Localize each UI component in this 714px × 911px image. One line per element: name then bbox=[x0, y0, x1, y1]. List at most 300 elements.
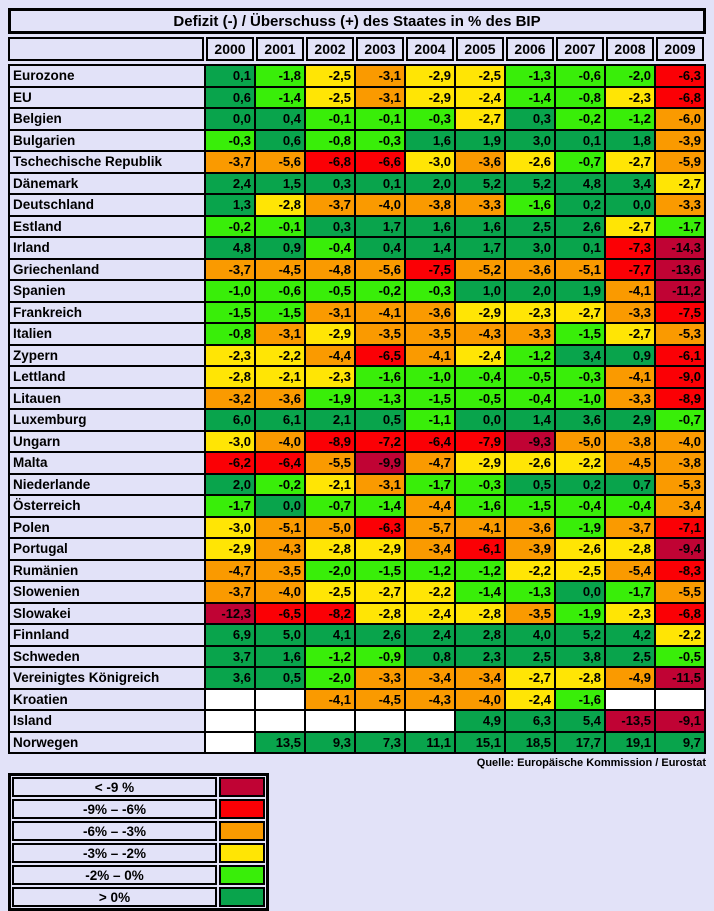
year-header-row bbox=[8, 37, 706, 61]
value-cell-irland-2004: 1,4 bbox=[406, 238, 454, 258]
value-cell-polen-2004: -5,7 bbox=[406, 518, 454, 538]
value-cell-luxemburg-2001: 6,1 bbox=[256, 410, 304, 430]
value-cell-belgien-2008: -1,2 bbox=[606, 109, 654, 129]
value-cell-niederlande-2001: -0,2 bbox=[256, 475, 304, 495]
country-cell-niederlande: Niederlande bbox=[10, 475, 204, 495]
value-cell-bulgarien-2006: 3,0 bbox=[506, 131, 554, 151]
country-cell-finnland: Finnland bbox=[10, 625, 204, 645]
legend-swatch-3-2 bbox=[219, 843, 265, 863]
value-cell-malta-2000: -6,2 bbox=[206, 453, 254, 473]
value-cell-spanien-2000: -1,0 bbox=[206, 281, 254, 301]
country-cell-luxemburg: Luxemburg bbox=[10, 410, 204, 430]
value-cell-tschechische-republik-2007: -0,7 bbox=[556, 152, 604, 172]
legend-label-2-0: -2% – 0% bbox=[12, 865, 217, 885]
value-cell-kroatien-2002: -4,1 bbox=[306, 690, 354, 710]
value-cell-belgien-2006: 0,3 bbox=[506, 109, 554, 129]
value-cell-portugal-2003: -2,9 bbox=[356, 539, 404, 559]
country-cell-schweden: Schweden bbox=[10, 647, 204, 667]
value-cell-portugal-2009: -9,4 bbox=[656, 539, 704, 559]
value-cell-griechenland-2000: -3,7 bbox=[206, 260, 254, 280]
value-cell-malta-2008: -4,5 bbox=[606, 453, 654, 473]
value-cell-belgien-2002: -0,1 bbox=[306, 109, 354, 129]
value-cell-estland-2005: 1,6 bbox=[456, 217, 504, 237]
value-cell-spanien-2007: 1,9 bbox=[556, 281, 604, 301]
country-cell-portugal: Portugal bbox=[10, 539, 204, 559]
value-cell-malta-2004: -4,7 bbox=[406, 453, 454, 473]
value-cell-eu-2004: -2,9 bbox=[406, 88, 454, 108]
value-cell-rum-nien-2005: -1,2 bbox=[456, 561, 504, 581]
value-cell-belgien-2007: -0,2 bbox=[556, 109, 604, 129]
value-cell-sterreich-2001: 0,0 bbox=[256, 496, 304, 516]
blank-cell-island-2004 bbox=[406, 711, 454, 731]
value-cell-portugal-2008: -2,8 bbox=[606, 539, 654, 559]
value-cell-frankreich-2005: -2,9 bbox=[456, 303, 504, 323]
value-cell-schweden-2006: 2,5 bbox=[506, 647, 554, 667]
value-cell-estland-2003: 1,7 bbox=[356, 217, 404, 237]
value-cell-niederlande-2009: -5,3 bbox=[656, 475, 704, 495]
value-cell-vereinigtes-k-nigreich-2008: -4,9 bbox=[606, 668, 654, 688]
country-cell-d-nemark: Dänemark bbox=[10, 174, 204, 194]
value-cell-belgien-2009: -6,0 bbox=[656, 109, 704, 129]
blank-cell-kroatien-2009 bbox=[656, 690, 704, 710]
value-cell-deutschland-2008: 0,0 bbox=[606, 195, 654, 215]
value-cell-estland-2004: 1,6 bbox=[406, 217, 454, 237]
country-cell-eurozone: Eurozone bbox=[10, 66, 204, 86]
country-cell-tschechische-republik: Tschechische Republik bbox=[10, 152, 204, 172]
country-cell-litauen: Litauen bbox=[10, 389, 204, 409]
value-cell-irland-2000: 4,8 bbox=[206, 238, 254, 258]
value-cell-lettland-2000: -2,8 bbox=[206, 367, 254, 387]
value-cell-finnland-2006: 4,0 bbox=[506, 625, 554, 645]
value-cell-vereinigtes-k-nigreich-2003: -3,3 bbox=[356, 668, 404, 688]
value-cell-eu-2006: -1,4 bbox=[506, 88, 554, 108]
value-cell-bulgarien-2004: 1,6 bbox=[406, 131, 454, 151]
value-cell-vereinigtes-k-nigreich-2007: -2,8 bbox=[556, 668, 604, 688]
value-cell-d-nemark-2004: 2,0 bbox=[406, 174, 454, 194]
value-cell-eurozone-2007: -0,6 bbox=[556, 66, 604, 86]
value-cell-polen-2009: -7,1 bbox=[656, 518, 704, 538]
value-cell-eurozone-2001: -1,8 bbox=[256, 66, 304, 86]
value-cell-zypern-2005: -2,4 bbox=[456, 346, 504, 366]
value-cell-frankreich-2008: -3,3 bbox=[606, 303, 654, 323]
value-cell-deutschland-2007: 0,2 bbox=[556, 195, 604, 215]
value-cell-slowakei-2009: -6,8 bbox=[656, 604, 704, 624]
value-cell-spanien-2009: -11,2 bbox=[656, 281, 704, 301]
year-header-2008: 2008 bbox=[606, 37, 654, 61]
value-cell-kroatien-2005: -4,0 bbox=[456, 690, 504, 710]
value-cell-finnland-2002: 4,1 bbox=[306, 625, 354, 645]
value-cell-luxemburg-2007: 3,6 bbox=[556, 410, 604, 430]
value-cell-italien-2005: -4,3 bbox=[456, 324, 504, 344]
blank-cell-island-2002 bbox=[306, 711, 354, 731]
value-cell-kroatien-2006: -2,4 bbox=[506, 690, 554, 710]
value-cell-luxemburg-2008: 2,9 bbox=[606, 410, 654, 430]
value-cell-polen-2006: -3,6 bbox=[506, 518, 554, 538]
country-cell-lettland: Lettland bbox=[10, 367, 204, 387]
value-cell-lettland-2004: -1,0 bbox=[406, 367, 454, 387]
value-cell-eurozone-2002: -2,5 bbox=[306, 66, 354, 86]
value-cell-slowenien-2005: -1,4 bbox=[456, 582, 504, 602]
value-cell-ungarn-2007: -5,0 bbox=[556, 432, 604, 452]
value-cell-finnland-2000: 6,9 bbox=[206, 625, 254, 645]
legend-swatch-0 bbox=[219, 887, 265, 907]
value-cell-slowakei-2004: -2,4 bbox=[406, 604, 454, 624]
country-cell-island: Island bbox=[10, 711, 204, 731]
value-cell-eu-2001: -1,4 bbox=[256, 88, 304, 108]
value-cell-lettland-2008: -4,1 bbox=[606, 367, 654, 387]
value-cell-slowenien-2006: -1,3 bbox=[506, 582, 554, 602]
value-cell-eu-2000: 0,6 bbox=[206, 88, 254, 108]
value-cell-slowenien-2009: -5,5 bbox=[656, 582, 704, 602]
value-cell-schweden-2007: 3,8 bbox=[556, 647, 604, 667]
value-cell-deutschland-2005: -3,3 bbox=[456, 195, 504, 215]
value-cell-deutschland-2004: -3,8 bbox=[406, 195, 454, 215]
year-header-2007: 2007 bbox=[556, 37, 604, 61]
value-cell-spanien-2003: -0,2 bbox=[356, 281, 404, 301]
value-cell-eurozone-2000: 0,1 bbox=[206, 66, 254, 86]
blank-cell-kroatien-2001 bbox=[256, 690, 304, 710]
value-cell-polen-2007: -1,9 bbox=[556, 518, 604, 538]
value-cell-deutschland-2000: 1,3 bbox=[206, 195, 254, 215]
value-cell-rum-nien-2009: -8,3 bbox=[656, 561, 704, 581]
value-cell-vereinigtes-k-nigreich-2005: -3,4 bbox=[456, 668, 504, 688]
year-header-2002: 2002 bbox=[306, 37, 354, 61]
value-cell-eu-2009: -6,8 bbox=[656, 88, 704, 108]
blank-cell-island-2000 bbox=[206, 711, 254, 731]
value-cell-tschechische-republik-2000: -3,7 bbox=[206, 152, 254, 172]
value-cell-island-2006: 6,3 bbox=[506, 711, 554, 731]
value-cell-slowakei-2000: -12,3 bbox=[206, 604, 254, 624]
value-cell-litauen-2006: -0,4 bbox=[506, 389, 554, 409]
country-cell-slowenien: Slowenien bbox=[10, 582, 204, 602]
value-cell-italien-2008: -2,7 bbox=[606, 324, 654, 344]
value-cell-estland-2002: 0,3 bbox=[306, 217, 354, 237]
value-cell-niederlande-2003: -3,1 bbox=[356, 475, 404, 495]
value-cell-italien-2006: -3,3 bbox=[506, 324, 554, 344]
value-cell-italien-2004: -3,5 bbox=[406, 324, 454, 344]
value-cell-belgien-2000: 0,0 bbox=[206, 109, 254, 129]
value-cell-zypern-2007: 3,4 bbox=[556, 346, 604, 366]
value-cell-vereinigtes-k-nigreich-2006: -2,7 bbox=[506, 668, 554, 688]
year-header-2006: 2006 bbox=[506, 37, 554, 61]
value-cell-kroatien-2004: -4,3 bbox=[406, 690, 454, 710]
value-cell-slowenien-2008: -1,7 bbox=[606, 582, 654, 602]
value-cell-island-2005: 4,9 bbox=[456, 711, 504, 731]
value-cell-ungarn-2004: -6,4 bbox=[406, 432, 454, 452]
blank-cell-island-2003 bbox=[356, 711, 404, 731]
value-cell-eurozone-2006: -1,3 bbox=[506, 66, 554, 86]
value-cell-litauen-2008: -3,3 bbox=[606, 389, 654, 409]
value-cell-eurozone-2005: -2,5 bbox=[456, 66, 504, 86]
value-cell-slowakei-2008: -2,3 bbox=[606, 604, 654, 624]
value-cell-belgien-2003: -0,1 bbox=[356, 109, 404, 129]
value-cell-belgien-2001: 0,4 bbox=[256, 109, 304, 129]
value-cell-eu-2002: -2,5 bbox=[306, 88, 354, 108]
blank-cell-kroatien-2000 bbox=[206, 690, 254, 710]
value-cell-belgien-2005: -2,7 bbox=[456, 109, 504, 129]
value-cell-norwegen-2004: 11,1 bbox=[406, 733, 454, 753]
value-cell-irland-2001: 0,9 bbox=[256, 238, 304, 258]
country-cell-polen: Polen bbox=[10, 518, 204, 538]
value-cell-sterreich-2008: -0,4 bbox=[606, 496, 654, 516]
value-cell-sterreich-2004: -4,4 bbox=[406, 496, 454, 516]
value-cell-bulgarien-2003: -0,3 bbox=[356, 131, 404, 151]
value-cell-eurozone-2008: -2,0 bbox=[606, 66, 654, 86]
value-cell-malta-2007: -2,2 bbox=[556, 453, 604, 473]
value-cell-deutschland-2009: -3,3 bbox=[656, 195, 704, 215]
value-cell-schweden-2005: 2,3 bbox=[456, 647, 504, 667]
value-cell-italien-2009: -5,3 bbox=[656, 324, 704, 344]
value-cell-griechenland-2003: -5,6 bbox=[356, 260, 404, 280]
value-cell-lettland-2006: -0,5 bbox=[506, 367, 554, 387]
value-cell-frankreich-2007: -2,7 bbox=[556, 303, 604, 323]
value-cell-eurozone-2004: -2,9 bbox=[406, 66, 454, 86]
value-cell-estland-2000: -0,2 bbox=[206, 217, 254, 237]
value-cell-tschechische-republik-2006: -2,6 bbox=[506, 152, 554, 172]
value-cell-norwegen-2003: 7,3 bbox=[356, 733, 404, 753]
value-cell-niederlande-2008: 0,7 bbox=[606, 475, 654, 495]
country-cell-rum-nien: Rumänien bbox=[10, 561, 204, 581]
value-cell-eu-2007: -0,8 bbox=[556, 88, 604, 108]
value-cell-bulgarien-2002: -0,8 bbox=[306, 131, 354, 151]
country-cell-estland: Estland bbox=[10, 217, 204, 237]
legend-swatch-2-0 bbox=[219, 865, 265, 885]
legend-label-0: > 0% bbox=[12, 887, 217, 907]
value-cell-polen-2000: -3,0 bbox=[206, 518, 254, 538]
value-cell-slowakei-2003: -2,8 bbox=[356, 604, 404, 624]
value-cell-norwegen-2001: 13,5 bbox=[256, 733, 304, 753]
value-cell-eu-2005: -2,4 bbox=[456, 88, 504, 108]
value-cell-tschechische-republik-2005: -3,6 bbox=[456, 152, 504, 172]
value-cell-rum-nien-2001: -3,5 bbox=[256, 561, 304, 581]
value-cell-niederlande-2000: 2,0 bbox=[206, 475, 254, 495]
value-cell-bulgarien-2000: -0,3 bbox=[206, 131, 254, 151]
value-cell-zypern-2000: -2,3 bbox=[206, 346, 254, 366]
value-cell-norwegen-2002: 9,3 bbox=[306, 733, 354, 753]
value-cell-tschechische-republik-2002: -6,8 bbox=[306, 152, 354, 172]
value-cell-slowakei-2006: -3,5 bbox=[506, 604, 554, 624]
value-cell-rum-nien-2002: -2,0 bbox=[306, 561, 354, 581]
value-cell-zypern-2004: -4,1 bbox=[406, 346, 454, 366]
value-cell-bulgarien-2005: 1,9 bbox=[456, 131, 504, 151]
value-cell-ungarn-2005: -7,9 bbox=[456, 432, 504, 452]
country-cell-spanien: Spanien bbox=[10, 281, 204, 301]
value-cell-niederlande-2004: -1,7 bbox=[406, 475, 454, 495]
value-cell-lettland-2003: -1,6 bbox=[356, 367, 404, 387]
value-cell-malta-2006: -2,6 bbox=[506, 453, 554, 473]
value-cell-polen-2002: -5,0 bbox=[306, 518, 354, 538]
country-cell-zypern: Zypern bbox=[10, 346, 204, 366]
value-cell-vereinigtes-k-nigreich-2004: -3,4 bbox=[406, 668, 454, 688]
value-cell-italien-2002: -2,9 bbox=[306, 324, 354, 344]
value-cell-slowakei-2001: -6,5 bbox=[256, 604, 304, 624]
value-cell-tschechische-republik-2003: -6,6 bbox=[356, 152, 404, 172]
value-cell-spanien-2005: 1,0 bbox=[456, 281, 504, 301]
value-cell-estland-2009: -1,7 bbox=[656, 217, 704, 237]
value-cell-luxemburg-2003: 0,5 bbox=[356, 410, 404, 430]
value-cell-niederlande-2002: -2,1 bbox=[306, 475, 354, 495]
value-cell-spanien-2006: 2,0 bbox=[506, 281, 554, 301]
value-cell-finnland-2008: 4,2 bbox=[606, 625, 654, 645]
value-cell-italien-2000: -0,8 bbox=[206, 324, 254, 344]
value-cell-sterreich-2003: -1,4 bbox=[356, 496, 404, 516]
value-cell-slowakei-2002: -8,2 bbox=[306, 604, 354, 624]
value-cell-finnland-2009: -2,2 bbox=[656, 625, 704, 645]
value-cell-malta-2005: -2,9 bbox=[456, 453, 504, 473]
blank-cell-kroatien-2008 bbox=[606, 690, 654, 710]
value-cell-litauen-2004: -1,5 bbox=[406, 389, 454, 409]
value-cell-ungarn-2000: -3,0 bbox=[206, 432, 254, 452]
value-cell-norwegen-2008: 19,1 bbox=[606, 733, 654, 753]
value-cell-spanien-2004: -0,3 bbox=[406, 281, 454, 301]
value-cell-irland-2007: 0,1 bbox=[556, 238, 604, 258]
value-cell-slowenien-2003: -2,7 bbox=[356, 582, 404, 602]
legend-swatch-9-6 bbox=[219, 799, 265, 819]
value-cell-tschechische-republik-2008: -2,7 bbox=[606, 152, 654, 172]
value-cell-belgien-2004: -0,3 bbox=[406, 109, 454, 129]
value-cell-zypern-2008: 0,9 bbox=[606, 346, 654, 366]
value-cell-litauen-2005: -0,5 bbox=[456, 389, 504, 409]
value-cell-malta-2009: -3,8 bbox=[656, 453, 704, 473]
value-cell-griechenland-2002: -4,8 bbox=[306, 260, 354, 280]
value-cell-rum-nien-2007: -2,5 bbox=[556, 561, 604, 581]
value-cell-litauen-2003: -1,3 bbox=[356, 389, 404, 409]
value-cell-griechenland-2004: -7,5 bbox=[406, 260, 454, 280]
value-cell-frankreich-2006: -2,3 bbox=[506, 303, 554, 323]
value-cell-eu-2003: -3,1 bbox=[356, 88, 404, 108]
value-cell-slowenien-2007: 0,0 bbox=[556, 582, 604, 602]
legend-label-9-6: -9% – -6% bbox=[12, 799, 217, 819]
value-cell-norwegen-2009: 9,7 bbox=[656, 733, 704, 753]
value-cell-schweden-2003: -0,9 bbox=[356, 647, 404, 667]
value-cell-irland-2009: -14,3 bbox=[656, 238, 704, 258]
value-cell-norwegen-2006: 18,5 bbox=[506, 733, 554, 753]
value-cell-rum-nien-2004: -1,2 bbox=[406, 561, 454, 581]
value-cell-schweden-2001: 1,6 bbox=[256, 647, 304, 667]
value-cell-slowenien-2001: -4,0 bbox=[256, 582, 304, 602]
value-cell-italien-2003: -3,5 bbox=[356, 324, 404, 344]
value-cell-polen-2001: -5,1 bbox=[256, 518, 304, 538]
value-cell-italien-2001: -3,1 bbox=[256, 324, 304, 344]
value-cell-zypern-2002: -4,4 bbox=[306, 346, 354, 366]
value-cell-finnland-2003: 2,6 bbox=[356, 625, 404, 645]
value-cell-frankreich-2001: -1,5 bbox=[256, 303, 304, 323]
value-cell-litauen-2000: -3,2 bbox=[206, 389, 254, 409]
value-cell-d-nemark-2002: 0,3 bbox=[306, 174, 354, 194]
value-cell-finnland-2005: 2,8 bbox=[456, 625, 504, 645]
value-cell-bulgarien-2001: 0,6 bbox=[256, 131, 304, 151]
value-cell-frankreich-2000: -1,5 bbox=[206, 303, 254, 323]
value-cell-luxemburg-2005: 0,0 bbox=[456, 410, 504, 430]
value-cell-schweden-2008: 2,5 bbox=[606, 647, 654, 667]
value-cell-estland-2007: 2,6 bbox=[556, 217, 604, 237]
value-cell-irland-2002: -0,4 bbox=[306, 238, 354, 258]
value-cell-slowakei-2007: -1,9 bbox=[556, 604, 604, 624]
value-cell-frankreich-2002: -3,1 bbox=[306, 303, 354, 323]
value-cell-rum-nien-2000: -4,7 bbox=[206, 561, 254, 581]
value-cell-griechenland-2007: -5,1 bbox=[556, 260, 604, 280]
value-cell-malta-2003: -9,9 bbox=[356, 453, 404, 473]
value-cell-d-nemark-2005: 5,2 bbox=[456, 174, 504, 194]
value-cell-niederlande-2005: -0,3 bbox=[456, 475, 504, 495]
value-cell-bulgarien-2008: 1,8 bbox=[606, 131, 654, 151]
country-cell-deutschland: Deutschland bbox=[10, 195, 204, 215]
value-cell-slowenien-2002: -2,5 bbox=[306, 582, 354, 602]
value-cell-norwegen-2005: 15,1 bbox=[456, 733, 504, 753]
value-cell-island-2008: -13,5 bbox=[606, 711, 654, 731]
value-cell-spanien-2002: -0,5 bbox=[306, 281, 354, 301]
country-cell-italien: Italien bbox=[10, 324, 204, 344]
value-cell-sterreich-2000: -1,7 bbox=[206, 496, 254, 516]
value-cell-lettland-2007: -0,3 bbox=[556, 367, 604, 387]
value-cell-ungarn-2001: -4,0 bbox=[256, 432, 304, 452]
value-cell-kroatien-2007: -1,6 bbox=[556, 690, 604, 710]
value-cell-spanien-2001: -0,6 bbox=[256, 281, 304, 301]
year-header-2001: 2001 bbox=[256, 37, 304, 61]
value-cell-irland-2003: 0,4 bbox=[356, 238, 404, 258]
value-cell-norwegen-2007: 17,7 bbox=[556, 733, 604, 753]
value-cell-zypern-2009: -6,1 bbox=[656, 346, 704, 366]
value-cell-finnland-2001: 5,0 bbox=[256, 625, 304, 645]
value-cell-tschechische-republik-2001: -5,6 bbox=[256, 152, 304, 172]
value-cell-litauen-2007: -1,0 bbox=[556, 389, 604, 409]
value-cell-deutschland-2001: -2,8 bbox=[256, 195, 304, 215]
value-cell-vereinigtes-k-nigreich-2009: -11,5 bbox=[656, 668, 704, 688]
value-cell-vereinigtes-k-nigreich-2002: -2,0 bbox=[306, 668, 354, 688]
value-cell-d-nemark-2006: 5,2 bbox=[506, 174, 554, 194]
value-cell-litauen-2009: -8,9 bbox=[656, 389, 704, 409]
value-cell-niederlande-2007: 0,2 bbox=[556, 475, 604, 495]
value-cell-sterreich-2006: -1,5 bbox=[506, 496, 554, 516]
value-cell-vereinigtes-k-nigreich-2001: 0,5 bbox=[256, 668, 304, 688]
value-cell-griechenland-2005: -5,2 bbox=[456, 260, 504, 280]
country-cell-irland: Irland bbox=[10, 238, 204, 258]
value-cell-rum-nien-2006: -2,2 bbox=[506, 561, 554, 581]
value-cell-slowenien-2000: -3,7 bbox=[206, 582, 254, 602]
country-cell-eu: EU bbox=[10, 88, 204, 108]
value-cell-finnland-2007: 5,2 bbox=[556, 625, 604, 645]
country-cell-frankreich: Frankreich bbox=[10, 303, 204, 323]
legend-label-6-3: -6% – -3% bbox=[12, 821, 217, 841]
value-cell-schweden-2000: 3,7 bbox=[206, 647, 254, 667]
value-cell-portugal-2005: -6,1 bbox=[456, 539, 504, 559]
value-cell-d-nemark-2003: 0,1 bbox=[356, 174, 404, 194]
value-cell-malta-2002: -5,5 bbox=[306, 453, 354, 473]
value-cell-sterreich-2009: -3,4 bbox=[656, 496, 704, 516]
country-cell-kroatien: Kroatien bbox=[10, 690, 204, 710]
year-header-2003: 2003 bbox=[356, 37, 404, 61]
value-cell-slowenien-2004: -2,2 bbox=[406, 582, 454, 602]
value-cell-griechenland-2008: -7,7 bbox=[606, 260, 654, 280]
value-cell-ungarn-2009: -4,0 bbox=[656, 432, 704, 452]
year-header-2000: 2000 bbox=[206, 37, 254, 61]
country-cell-belgien: Belgien bbox=[10, 109, 204, 129]
value-cell-ungarn-2008: -3,8 bbox=[606, 432, 654, 452]
year-header-2009: 2009 bbox=[656, 37, 704, 61]
value-cell-polen-2003: -6,3 bbox=[356, 518, 404, 538]
value-cell-italien-2007: -1,5 bbox=[556, 324, 604, 344]
legend-swatch-9 bbox=[219, 777, 265, 797]
value-cell-litauen-2001: -3,6 bbox=[256, 389, 304, 409]
country-cell-bulgarien: Bulgarien bbox=[10, 131, 204, 151]
value-cell-lettland-2002: -2,3 bbox=[306, 367, 354, 387]
value-cell-irland-2006: 3,0 bbox=[506, 238, 554, 258]
value-cell-estland-2008: -2,7 bbox=[606, 217, 654, 237]
value-cell-frankreich-2003: -4,1 bbox=[356, 303, 404, 323]
value-cell-eu-2008: -2,3 bbox=[606, 88, 654, 108]
value-cell-island-2009: -9,1 bbox=[656, 711, 704, 731]
value-cell-estland-2006: 2,5 bbox=[506, 217, 554, 237]
